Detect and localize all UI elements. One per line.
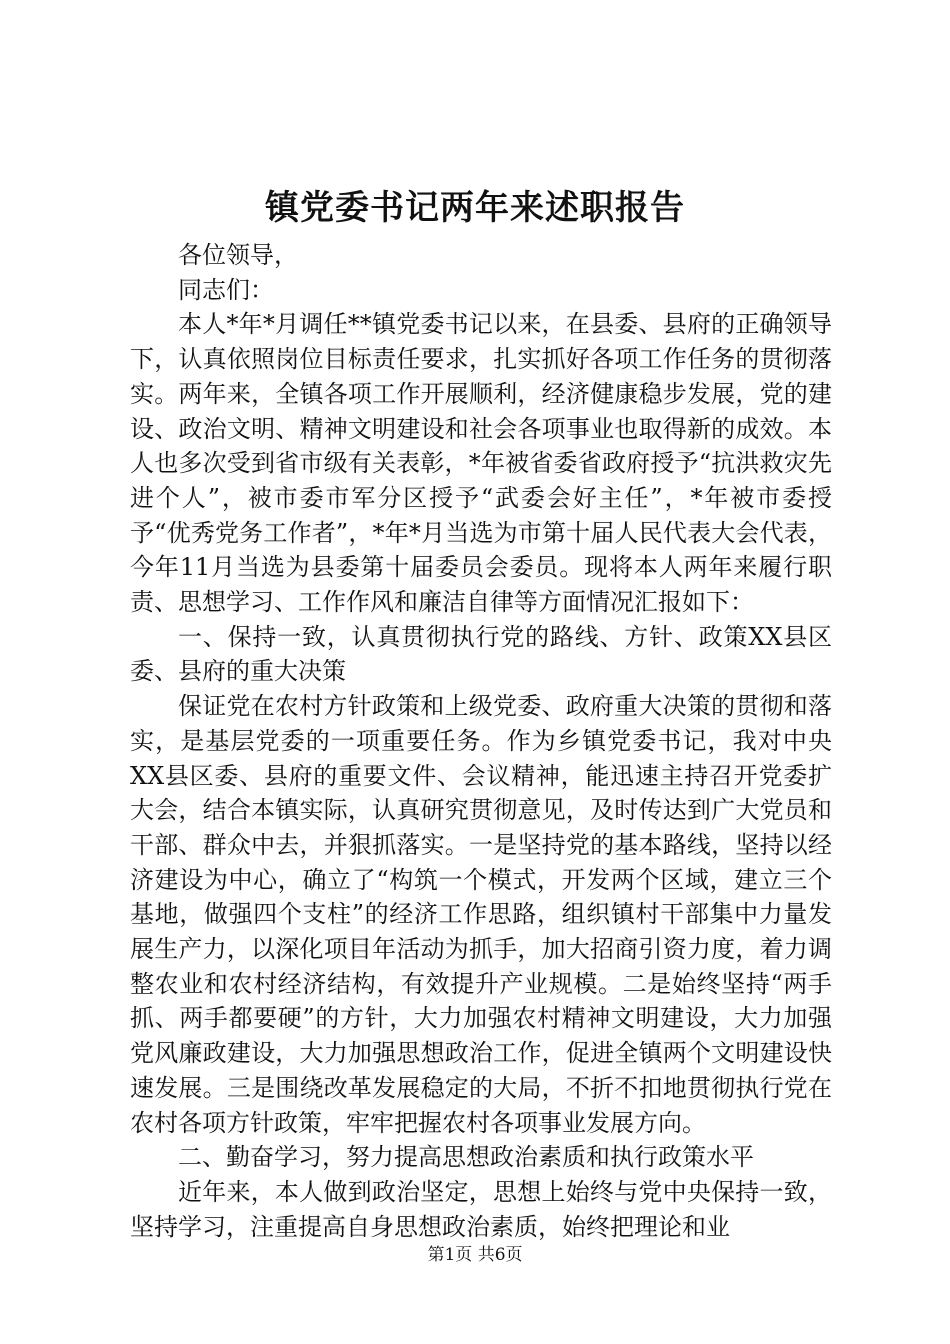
section-2-paragraph: 近年来，本人做到政治坚定，思想上始终与党中央保持一致，坚持学习，注重提高自身思想政治素质，始终把理论和业	[130, 1177, 832, 1241]
document-body	[130, 238, 832, 1244]
page-number-footer: 第1页 共6页	[427, 1245, 523, 1265]
salutation-comrades: 同志们：	[178, 275, 274, 304]
section-heading-2: 二、勤奋学习，努力提高思想政治素质和执行政策水平	[178, 1143, 754, 1172]
section-heading-1: 一、保持一致，认真贯彻执行党的路线、方针、政策XX县区委、县府的重大决策	[130, 622, 832, 686]
salutation-leaders: 各位领导，	[178, 241, 298, 269]
intro-paragraph: 本人*年*月调任**镇党委书记以来，在县委、县府的正确领导下，认真依照岗位目标责任要求，扎实抓好各项工作任务的贯彻落实。两年来，全镇各项工作开展顺利，经济健康稳步发展，党的建设、政治文明、精神文明建设和社会各项事业也取得新的成效。本人也多次受到省市级有关表彰，*年被省委省政府授予“抗洪救灾先进个人”，被市委市军分区授予“武委会好主任”，*年被市委授予“优秀党务工作者”，*年*月当选为市第十届人民代表大会代表，今年11月当选为县委第十届委员会委员。现将本人两年来履行职责、思想学习、工作作风和廉洁自律等方面情况汇报如下：	[130, 310, 832, 617]
document-title: 镇党委书记两年来述职报告	[265, 188, 685, 228]
section-1-paragraph: 保证党在农村方针政策和上级党委、政府重大决策的贯彻和落实，是基层党委的一项重要任务。作为乡镇党委书记，我对中央XX县区委、县府的重要文件、会议精神，能迅速主持召开党委扩大会，结合本镇实际，认真研究贯彻意见，及时传达到广大党员和干部、群众中去，并狠抓落实。一是坚持党的基本路线，坚持以经济建设为中心，确立了“构筑一个模式，开发两个区域，建立三个基地，做强四个支柱”的经济工作思路，组织镇村干部集中力量发展生产力，以深化项目年活动为抓手，加大招商引资力度，着力调整农业和农村经济结构，有效提升产业规模。二是始终坚持“两手抓、两手都要硬”的方针，大力加强农村精神文明建设，大力加强党风廉政建设，大力加强思想政治工作，促进全镇两个文明建设快速发展。三是围绕改革发展稳定的大局，不折不扣地贯彻执行党在农村各项方针政策，牢牢把握农村各项事业发展方向。	[130, 692, 832, 1137]
